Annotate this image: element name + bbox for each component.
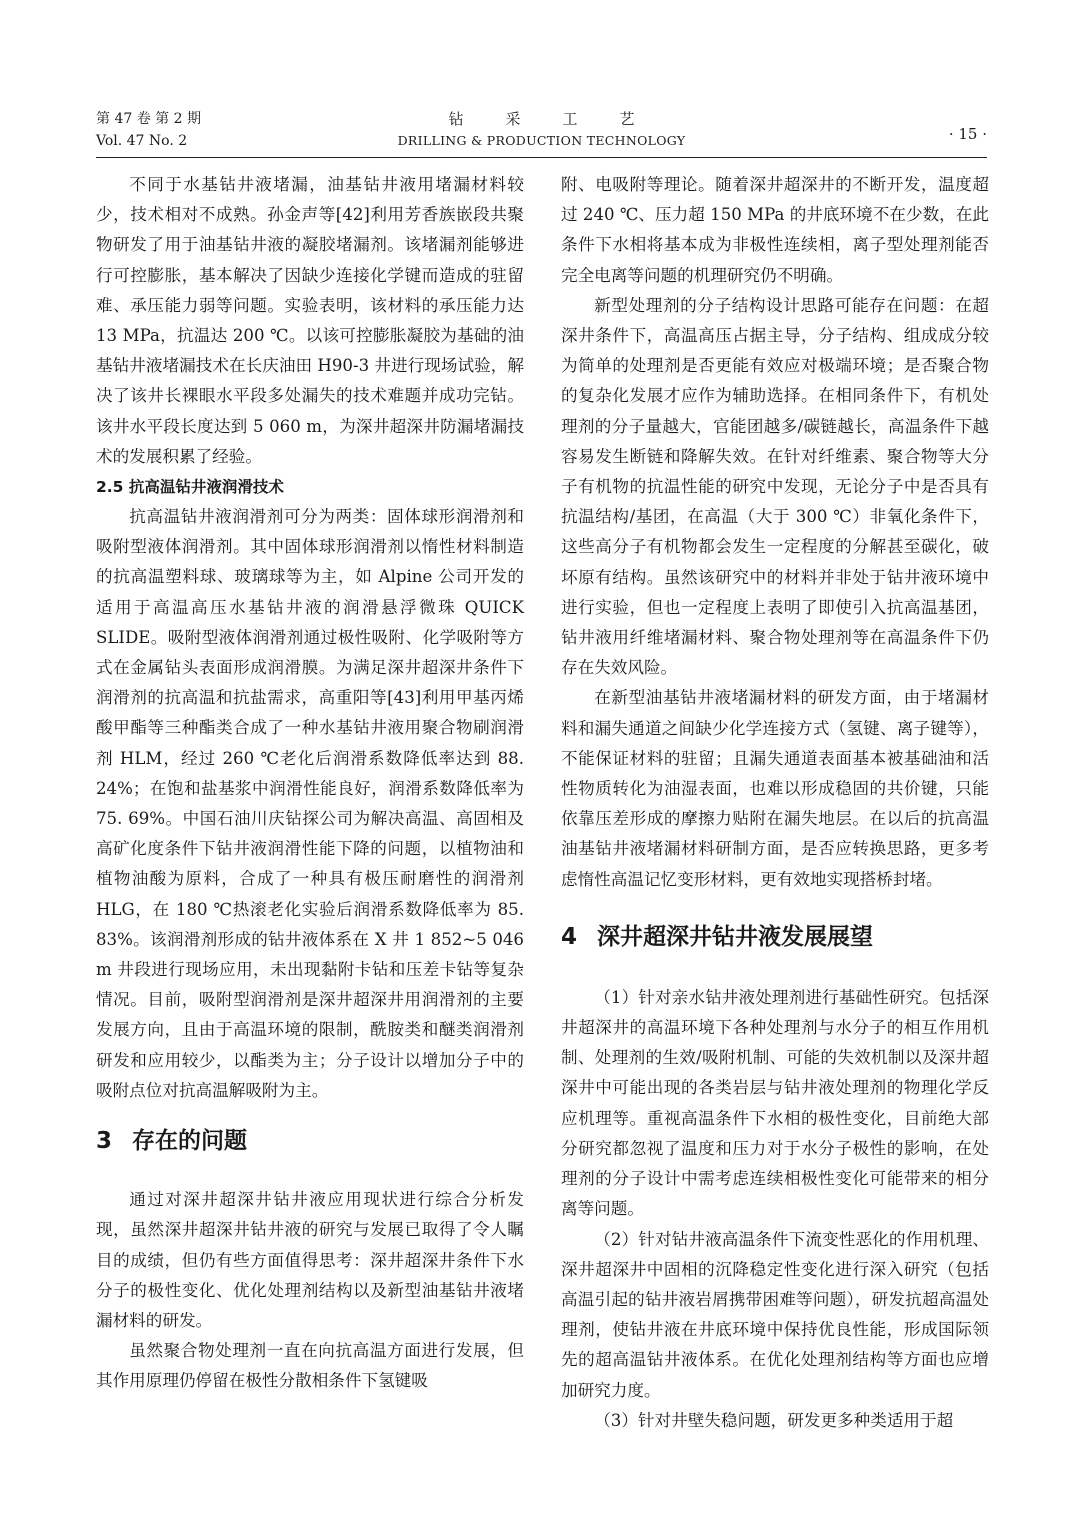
subsection-heading-2-5: 2.5 抗高温钻井液润滑技术 <box>96 478 284 497</box>
left-paragraph-3: 通过对深井超深井钻井液应用现状进行综合分析发现，虽然深井超深井钻井液的研究与发展已取得了令人瞩目的成绩，但仍有些方面值得思考：深井超深井条件下水分子的极性变化、优化处理剂结构以及新型油基钻井液堵漏材料的研发。 <box>96 1190 524 1330</box>
left-paragraph-2: 抗高温钻井液润滑剂可分为两类：固体球形润滑剂和吸附型液体润滑剂。其中固体球形润滑剂以惰性材料制造的抗高温塑料球、玻璃球等为主，如 Alpine 公司开发的适用于高温高压水基钻井液的润滑悬浮微珠 QUICK SLIDE。吸附型液体润滑剂通过极性吸附、化学吸附等方式在金属钻头表面形成润滑膜。为满足深井超深井条件下润滑剂的抗高温和抗盐需求，高重阳等[43]利用甲基丙烯酸甲酯等三种酯类合成了一种水基钻井液用聚合物刷润滑剂 HLM，经过 260 ℃老化后润滑系数降低率达到 88. 24%；在饱和盐基浆中润滑性能良好，润滑系数降低率为 75. 69%。中国石油川庆钻探公司为解决高温、高固相及高矿化度条件下钻井液润滑性能下降的问题，以植物油和植物油酸为原料，合成了一种具有极压耐磨性的润滑剂 HLG，在 180 ℃热滚老化实验后润滑系数降低率为 85. 83%。该润滑剂形成的钻井液体系在 X 井 1 852~5 046 m 井段进行现场应用，未出现黏附卡钻和压差卡钻等复杂情况。目前，吸附型润滑剂是深井超深井用润滑剂的主要发展方向，且由于高温环境的限制，酰胺类和醚类润滑剂研发和应用较少，以酯类为主；分子设计以增加分子中的吸附点位对抗高温解吸附为主。 <box>96 507 524 1100</box>
journal-title <box>96 108 987 152</box>
right-paragraph-1: 附、电吸附等理论。随着深井超深井的不断开发，温度超过 240 ℃、压力超 150 MPa 的井底环境不在少数，在此条件下水相将基本成为非极性连续相，离子型处理剂能否完全电离等问题的机理研究仍不明确。 <box>561 175 989 285</box>
right-column <box>561 170 989 1436</box>
volume-cn: 第 47 卷 第 2 期 <box>96 111 201 127</box>
volume-en: Vol. 47 No. 2 <box>96 133 188 149</box>
left-paragraph-1: 不同于水基钻井液堵漏，油基钻井液用堵漏材料较少，技术相对不成熟。孙金声等[42]利用芳香族嵌段共聚物研发了用于油基钻井液的凝胶堵漏剂。该堵漏剂能够进行可控膨胀，基本解决了因缺少连接化学键而造成的驻留难、承压能力弱等问题。实验表明，该材料的承压能力达 13 MPa，抗温达 200 ℃。以该可控膨胀凝胶为基础的油基钻井液堵漏技术在长庆油田 H90-3 井进行现场试验，解决了该井长裸眼水平段多处漏失的技术难题并成功完钻。该井水平段长度达到 5 060 m，为深井超深井防漏堵漏技术的发展积累了经验。 <box>96 175 524 466</box>
left-column <box>96 170 524 1397</box>
right-paragraph-5: （2）针对钻井液高温条件下流变性恶化的作用机理、深井超深井中固相的沉降稳定性变化进行深入研究（包括高温引起的钻井液岩屑携带困难等问题），研发抗超高温处理剂，使钻井液在井底环境中保持优良性能，形成国际领先的超高温钻井液体系。在优化处理剂结构等方面也应增加研究力度。 <box>561 1229 989 1400</box>
left-paragraph-4: 虽然聚合物处理剂一直在向抗高温方面进行发展，但其作用原理仍停留在极性分散相条件下氢键吸 <box>96 1341 524 1391</box>
section-title: 深井超深井钻井液发展展望 <box>597 923 873 950</box>
header-rule <box>96 157 987 158</box>
section-title: 存在的问题 <box>132 1128 247 1155</box>
journal-title-en: DRILLING & PRODUCTION TECHNOLOGY <box>397 133 686 148</box>
section-number: 3 <box>96 1128 113 1155</box>
right-paragraph-6: （3）针对井壁失稳问题，研发更多种类适用于超 <box>594 1410 954 1430</box>
right-paragraph-3: 在新型油基钻井液堵漏材料的研发方面，由于堵漏材料和漏失通道之间缺少化学连接方式（氢键、离子键等），不能保证材料的驻留；且漏失通道表面基本被基础油和活性物质转化为油湿表面，也难以形成稳固的共价键，只能依靠压差形成的摩擦力贴附在漏失地层。在以后的抗高温油基钻井液堵漏材料研制方面，是否应转换思路，更多考虑惰性高温记忆变形材料，更有效地实现搭桥封堵。 <box>561 688 989 889</box>
page-number: · 15 · <box>948 125 987 143</box>
right-paragraph-4: （1）针对亲水钻井液处理剂进行基础性研究。包括深井超深井的高温环境下各种处理剂与水分子的相互作用机制、处理剂的生效/吸附机制、可能的失效机制以及深井超深井中可能出现的各类岩层与钻井液处理剂的物理化学反应机理等。重视高温条件下水相的极性变化，目前绝大部分研究都忽视了温度和压力对于水分子极性的影响，在处理剂的分子设计中需考虑连续相极性变化可能带来的相分离等问题。 <box>561 987 989 1219</box>
running-header <box>96 108 987 156</box>
journal-title-cn: 钻采工艺 <box>448 110 677 128</box>
right-paragraph-2: 新型处理剂的分子结构设计思路可能存在问题：在超深井条件下，高温高压占据主导，分子结构、组成成分较为简单的处理剂是否更能有效应对极端环境；是否聚合物的复杂化发展才应作为辅助选择。在相同条件下，有机处理剂的分子量越大，官能团越多/碳链越长，高温条件下越容易发生断链和降解失效。在针对纤维素、聚合物等大分子有机物的抗温性能的研究中发现，无论分子中是否具有抗温结构/基团，在高温（大于 300 ℃）非氧化条件下，这些高分子有机物都会发生一定程度的分解甚至碳化，破坏原有结构。虽然该研究中的材料并非处于钻井液环境中进行实验，但也一定程度上表明了即使引入抗高温基团，钻井液用纤维堵漏材料、聚合物处理剂等在高温条件下仍存在失效风险。 <box>561 295 989 678</box>
section-heading-3 <box>96 1126 524 1156</box>
section-number: 4 <box>561 923 578 950</box>
section-heading-4 <box>561 922 989 952</box>
